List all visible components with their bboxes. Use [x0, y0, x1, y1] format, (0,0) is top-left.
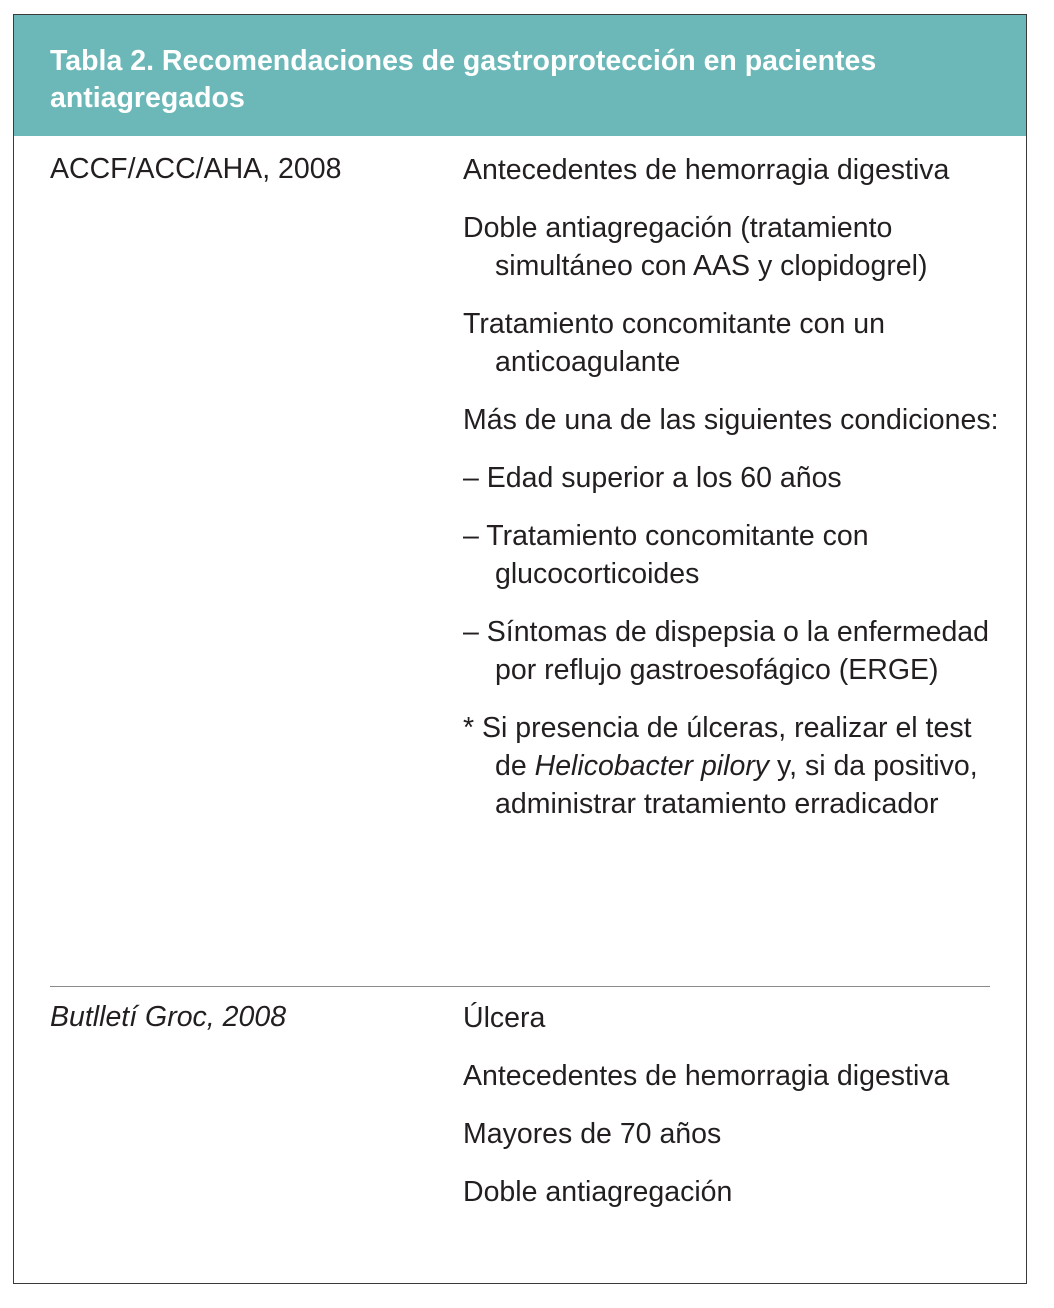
list-item: – Tratamiento concomitante con glucocorticoides: [463, 520, 869, 590]
list-item: – Edad superior a los 60 años: [463, 462, 842, 494]
row-source: Butlletí Groc, 2008: [50, 1001, 287, 1033]
row-source: ACCF/ACC/AHA, 2008: [50, 153, 342, 185]
list-item: – Síntomas de dispepsia o la enfermedad por reflujo gastroesofágico (ERGE): [463, 616, 989, 686]
list-item: Más de una de las siguientes condiciones:: [463, 404, 999, 436]
list-item: Antecedentes de hemorragia digestiva: [463, 1060, 950, 1092]
footnote-italic-term: Helicobacter pilory: [534, 750, 770, 782]
footnote-item: [463, 709, 1003, 823]
footnote-text-end: y, si da positivo, administrar tratamiento erradicador: [495, 750, 978, 820]
table-header: [14, 15, 1026, 136]
row-items: [463, 999, 1003, 1231]
list-item: Mayores de 70 años: [463, 1118, 722, 1150]
list-item: Antecedentes de hemorragia digestiva: [463, 154, 950, 186]
list-item: Úlcera: [463, 1002, 546, 1034]
row-divider: [50, 986, 990, 987]
footnote-text-start: * Si presencia de úlceras, realizar el test de: [463, 712, 972, 782]
list-item: Tratamiento concomitante con un anticoagulante: [463, 308, 885, 378]
row-items: [463, 151, 1003, 843]
table-title: Tabla 2. Recomendaciones de gastroprotección en pacientes antiagregados: [50, 45, 877, 114]
list-item: Doble antiagregación (tratamiento simultáneo con AAS y clopidogrel): [463, 212, 928, 282]
recommendations-table: [13, 14, 1027, 1284]
list-item: Doble antiagregación: [463, 1176, 733, 1208]
